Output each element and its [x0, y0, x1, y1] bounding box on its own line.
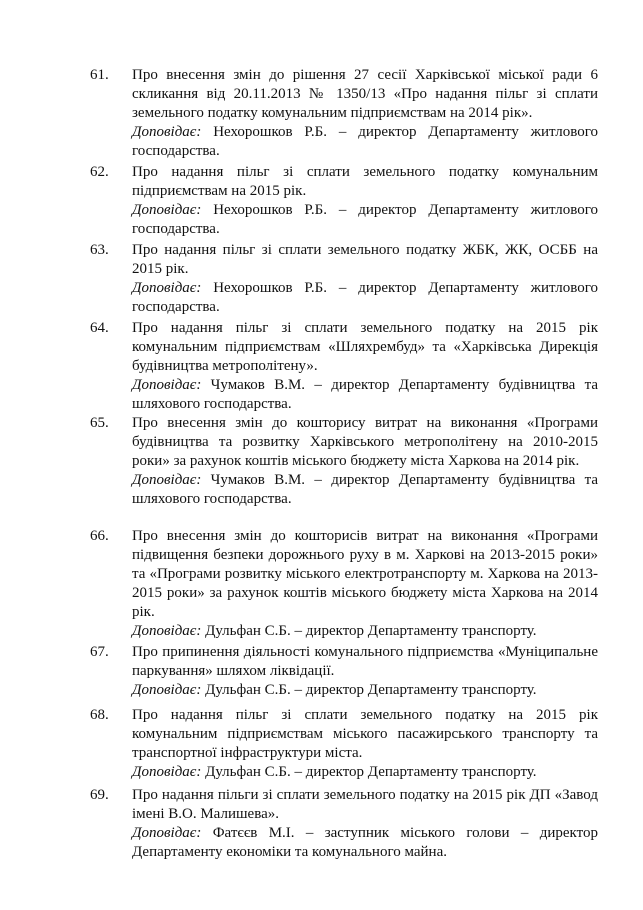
- item-title: Про надання пільги зі сплати земельного податку на 2015 рік ДП «Завод імені В.О. Малишева».: [132, 787, 598, 822]
- speaker-label: Доповідає:: [132, 377, 202, 393]
- item-speaker: [132, 123, 598, 161]
- speaker-label: Доповідає:: [132, 623, 202, 639]
- item-body: [132, 527, 598, 641]
- item-number: 65.: [90, 415, 109, 431]
- item-title: Про надання пільг зі сплати земельного податку комунальним підприємствам на 2015 рік.: [132, 164, 598, 199]
- speaker-label: Доповідає:: [132, 682, 202, 698]
- item-title: Про надання пільг зі сплати земельного податку ЖБК, ЖК, ОСББ на 2015 рік.: [132, 242, 598, 277]
- speaker-text: Чумаков В.М. – директор Департаменту будівництва та шляхового господарства.: [132, 472, 598, 507]
- item-number: 61.: [90, 67, 109, 83]
- speaker-text: Нехорошков Р.Б. – директор Департаменту житлового господарства.: [132, 280, 598, 315]
- item-number: 62.: [90, 164, 109, 180]
- item-number: 63.: [90, 242, 109, 258]
- item-speaker: [132, 681, 598, 700]
- item-speaker: [132, 201, 598, 239]
- speaker-label: Доповідає:: [132, 472, 202, 488]
- speaker-label: Доповідає:: [132, 280, 202, 296]
- item-number: 67.: [90, 644, 109, 660]
- speaker-text: Дульфан С.Б. – директор Департаменту транспорту.: [201, 764, 537, 780]
- item-body: [132, 706, 598, 782]
- speaker-label: Доповідає:: [132, 124, 202, 140]
- item-body: [132, 241, 598, 317]
- item-body: [132, 643, 598, 700]
- item-speaker: [132, 279, 598, 317]
- speaker-text: Дульфан С.Б. – директор Департаменту транспорту.: [201, 623, 537, 639]
- item-number: 69.: [90, 787, 109, 803]
- item-title: Про надання пільг зі сплати земельного податку на 2015 рік комунальним підприємствам «Шляхрембуд» та «Харківська Дирекція будівництва метрополітену».: [132, 320, 598, 374]
- speaker-label: Доповідає:: [132, 764, 202, 780]
- speaker-text: Чумаков В.М. – директор Департаменту будівництва та шляхового господарства.: [132, 377, 598, 412]
- speaker-label: Доповідає:: [132, 202, 202, 218]
- speaker-text: Нехорошков Р.Б. – директор Департаменту житлового господарства.: [132, 202, 598, 237]
- item-title: Про внесення змін до кошторисів витрат на виконання «Програми підвищення безпеки дорожнього руху в м. Харкові на 2013-2015 роки» та «Програми розвитку міського електротранспорту м. Харкова на 2013-2015 роки» за рахунок коштів міського бюджету міста Харкова на 2014 рік.: [132, 528, 598, 620]
- item-title: Про внесення змін до кошторису витрат на виконання «Програми будівництва та розвитку Харківського метрополітену на 2010-2015 роки» за рахунок коштів міського бюджету міста Харкова на 2014 рік.: [132, 415, 598, 469]
- item-speaker: [132, 376, 598, 414]
- item-speaker: [132, 471, 598, 509]
- speaker-label: Доповідає:: [132, 825, 202, 841]
- item-speaker: [132, 824, 598, 862]
- speaker-text: Дульфан С.Б. – директор Департаменту транспорту.: [201, 682, 537, 698]
- item-title: Про надання пільг зі сплати земельного податку на 2015 рік комунальним підприємствам міського пасажирського транспорту та транспортної інфраструктури міста.: [132, 707, 598, 761]
- speaker-text: Нехорошков Р.Б. – директор Департаменту житлового господарства.: [132, 124, 598, 159]
- item-body: [132, 66, 598, 161]
- item-body: [132, 414, 598, 509]
- item-speaker: [132, 622, 598, 641]
- item-speaker: [132, 763, 598, 782]
- item-body: [132, 163, 598, 239]
- item-number: 68.: [90, 707, 109, 723]
- item-title: Про припинення діяльності комунального підприємства «Муніципальне паркування» шляхом ліквідації.: [132, 644, 598, 679]
- item-number: 66.: [90, 528, 109, 544]
- item-body: [132, 319, 598, 414]
- item-number: 64.: [90, 320, 109, 336]
- speaker-text: Фатєєв М.І. – заступник міського голови – директор Департаменту економіки та комунального майна.: [132, 825, 598, 860]
- item-title: Про внесення змін до рішення 27 сесії Харківської міської ради 6 скликання від 20.11.2013 № 1350/13 «Про надання пільг зі сплати земельного податку комунальним підприємствам на 2014 рік».: [132, 67, 598, 121]
- item-body: [132, 786, 598, 862]
